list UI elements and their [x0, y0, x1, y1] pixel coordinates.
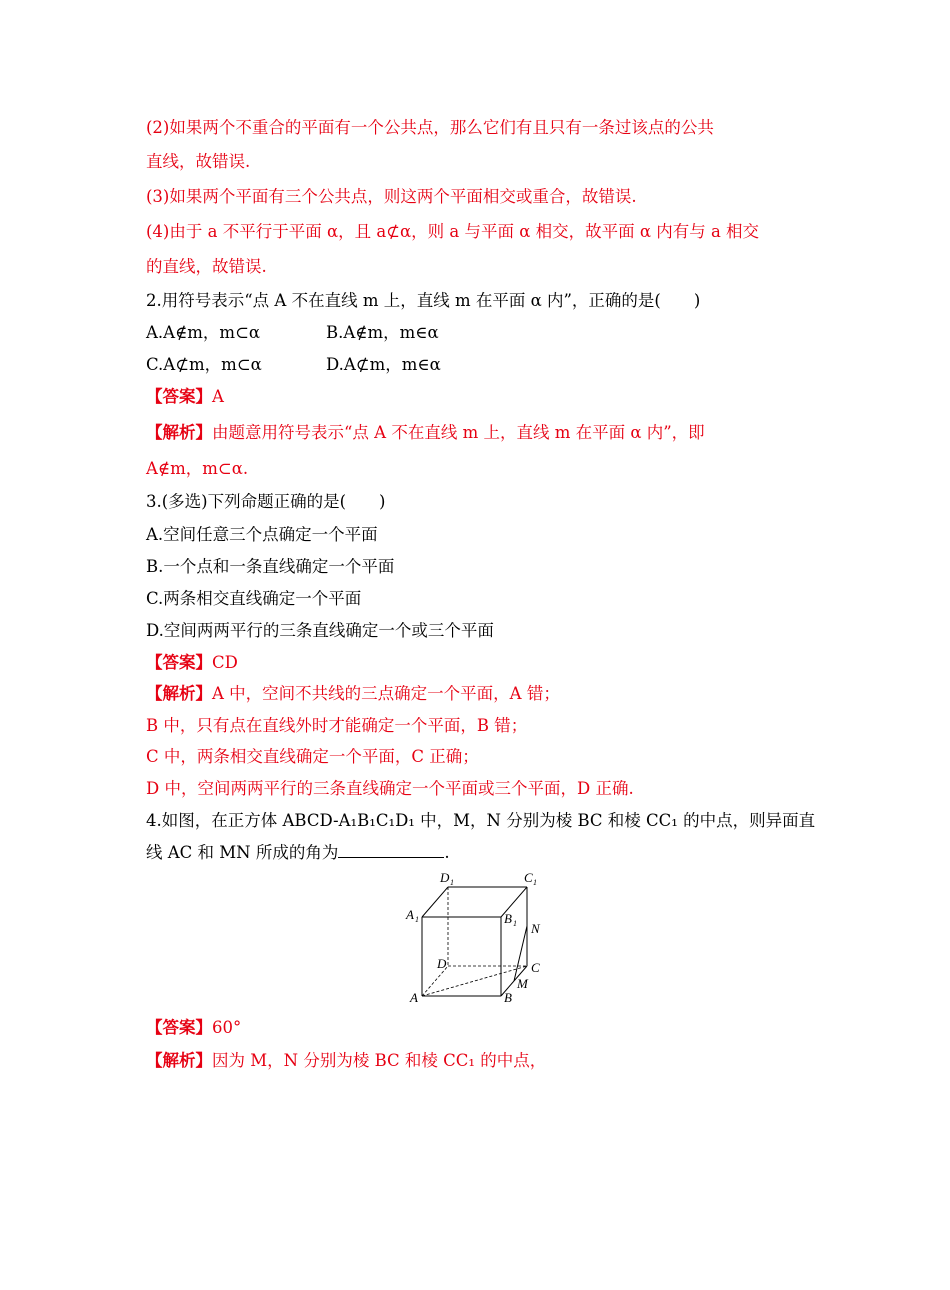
label-d1: D	[440, 870, 450, 885]
option-d: D.A⊄m，m∈α	[326, 355, 441, 374]
question-4-cont	[146, 841, 816, 865]
explanation-label: 【解析】	[146, 423, 212, 442]
label-c1-sub: 1	[533, 878, 537, 887]
explanation-text: 因为 M，N 分别为棱 BC 和棱 CC₁ 的中点，	[212, 1051, 547, 1070]
label-n: N	[531, 921, 540, 936]
question-4-end: .	[444, 843, 450, 862]
label-a1: A	[406, 907, 414, 922]
label-m: M	[517, 976, 528, 991]
explanation-4	[146, 1049, 816, 1073]
explanation-2	[146, 421, 816, 445]
explanation-text: 由题意用符号表示“点 A 不在直线 m 上，直线 m 在平面 α 内”，即	[212, 423, 705, 442]
explanation-3-d: D 中，空间两两平行的三条直线确定一个平面或三个平面，D 正确.	[146, 779, 634, 798]
question-2-options-row2	[146, 353, 816, 377]
option-a: A.A∉m，m⊂α	[146, 323, 261, 342]
explanation-label: 【解析】	[146, 1051, 212, 1070]
question-3-option-a: A.空间任意三个点确定一个平面	[146, 525, 378, 544]
label-c: C	[531, 960, 540, 975]
label-a: A	[410, 990, 418, 1005]
explanation-label: 【解析】	[146, 684, 212, 703]
answer-label: 【答案】	[146, 1018, 212, 1037]
answer-value: A	[212, 387, 224, 406]
label-c1: C	[524, 870, 533, 885]
question-2-options-row1	[146, 321, 816, 345]
label-b1-sub: 1	[513, 919, 517, 928]
label-d1-sub: 1	[450, 878, 454, 887]
question-2: 2.用符号表示“点 A 不在直线 m 上，直线 m 在平面 α 内”，正确的是( )	[146, 291, 701, 310]
answer-label: 【答案】	[146, 387, 212, 406]
solution-line-4-cont: 的直线，故错误.	[146, 257, 267, 276]
answer-3	[146, 651, 816, 675]
explanation-text: A 中，空间不共线的三点确定一个平面，A 错；	[212, 684, 560, 703]
explanation-2-cont: A∉m，m⊂α.	[146, 459, 249, 478]
explanation-3-c: C 中，两条相交直线确定一个平面，C 正确；	[146, 747, 479, 766]
label-d: D	[437, 956, 447, 971]
question-3-option-b: B.一个点和一条直线确定一个平面	[146, 557, 395, 576]
explanation-3	[146, 682, 816, 706]
explanation-3-b: B 中，只有点在直线外时才能确定一个平面，B 错；	[146, 716, 528, 735]
label-b: B	[504, 990, 512, 1005]
question-3: 3.(多选)下列命题正确的是( )	[146, 492, 386, 511]
question-4: 4.如图，在正方体 ABCD-A₁B₁C₁D₁ 中，M，N 分别为棱 BC 和棱 CC₁ 的中点，则异面直	[146, 811, 816, 830]
label-a1-sub: 1	[415, 915, 419, 924]
question-4-text: 线 AC 和 MN 所成的角为	[146, 843, 339, 862]
answer-4	[146, 1016, 816, 1040]
answer-2	[146, 385, 816, 409]
option-b: B.A∉m，m∈α	[326, 323, 439, 342]
edge-a1d1	[422, 887, 448, 917]
solution-line-2-cont: 直线，故错误.	[146, 152, 251, 171]
option-c: C.A⊄m，m⊂α	[146, 355, 262, 374]
solution-line-2: (2)如果两个不重合的平面有一个公共点，那么它们有且只有一条过该点的公共	[146, 118, 714, 137]
label-b1: B	[504, 911, 512, 926]
question-3-option-d: D.空间两两平行的三条直线确定一个或三个平面	[146, 621, 494, 640]
answer-label: 【答案】	[146, 653, 212, 672]
answer-value: CD	[212, 653, 238, 672]
question-3-option-c: C.两条相交直线确定一个平面	[146, 589, 362, 608]
answer-value: 60°	[212, 1018, 242, 1037]
solution-line-3: (3)如果两个平面有三个公共点，则这两个平面相交或重合，故错误.	[146, 187, 637, 206]
solution-line-4: (4)由于 a 不平行于平面 α，且 a⊄α，则 a 与平面 α 相交，故平面 α 内有与 a 相交	[146, 222, 760, 241]
answer-blank	[338, 841, 444, 858]
cube-figure	[400, 870, 560, 1010]
